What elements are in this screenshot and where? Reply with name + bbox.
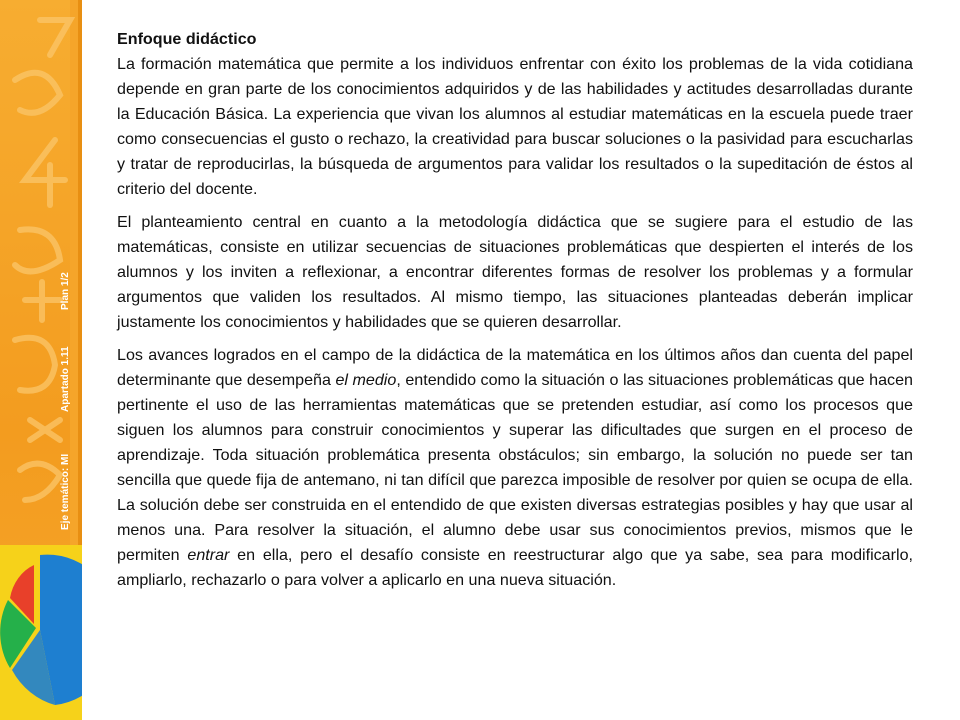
paragraph-3-emphasis-medio: el medio — [335, 371, 397, 389]
paragraph-3 — [117, 343, 913, 593]
paragraph-3-part-c: en ella, pero el desafío consiste en reestructurar algo que ya sabe, sea para modificarlo, ampliarlo, rechazarlo o para volver a aplicarlo en una nueva situación. — [117, 546, 913, 589]
sidebar-label-apartado: Apartado 1.11 — [60, 346, 71, 412]
paragraph-3-part-b: , entendido como la situación o las situaciones problemáticas que hacen pertinente el uso de las herramientas matemáticas que se pretenden estudiar, así como los procesos que siguen los alumnos para construir conocimientos y superar las dificultades que surgen en el proceso de aprendizaje. Toda situación problemática presenta obstáculos; sin embargo, la solución no puede ser tan sencilla que quede fija de antemano, ni tan difícil que parezca imposible de resolver por quien se ocupa de ella. La solución debe ser construida en el entendido de que existen diversas estrategias posibles y hay que usar al menos una. Para resolver la situación, el alumno debe usar sus conocimientos previos, mismos que le permiten — [117, 371, 914, 564]
document-body — [117, 27, 913, 601]
paragraph-3-part-a: Los avances logrados en el campo de la didáctica de la matemática en los últimos años dan cuenta del papel determinante que desempeña — [117, 346, 913, 389]
decorative-sidebar — [0, 0, 82, 720]
sidebar-label-eje: Eje temático: MI — [60, 453, 71, 530]
paragraph-2: El planteamiento central en cuanto a la metodología didáctica que se sugiere para el estudio de las matemáticas, consiste en utilizar secuencias de situaciones problemáticas que despierten el interés de los alumnos y los inviten a reflexionar, a encontrar diferentes formas de resolver los problemas y a formular argumentos que validen los resultados. Al mismo tiempo, las situaciones planteadas deberán implicar justamente los conocimientos y habilidades que se quieren desarrollar. — [117, 213, 913, 331]
sidebar-label-plan: Plan 1/2 — [60, 272, 71, 310]
paragraph-1: La formación matemática que permite a los individuos enfrentar con éxito los problemas de la vida cotidiana depende en gran parte de los conocimientos adquiridos y de las habilidades y actitudes desarrolladas durante la Educación Básica. La experiencia que vivan los alumnos al estudiar matemáticas en la escuela puede traer como consecuencias el gusto o rechazo, la creatividad para buscar soluciones o la pasividad para escucharlas y tratar de reproducirlas, la búsqueda de argumentos para validar los resultados o la supeditación de éstos al criterio del docente. — [117, 55, 913, 198]
paragraph-3-emphasis-entrar: entrar — [187, 546, 230, 564]
section-heading: Enfoque didáctico — [117, 30, 257, 48]
pie-graphic — [0, 0, 82, 720]
